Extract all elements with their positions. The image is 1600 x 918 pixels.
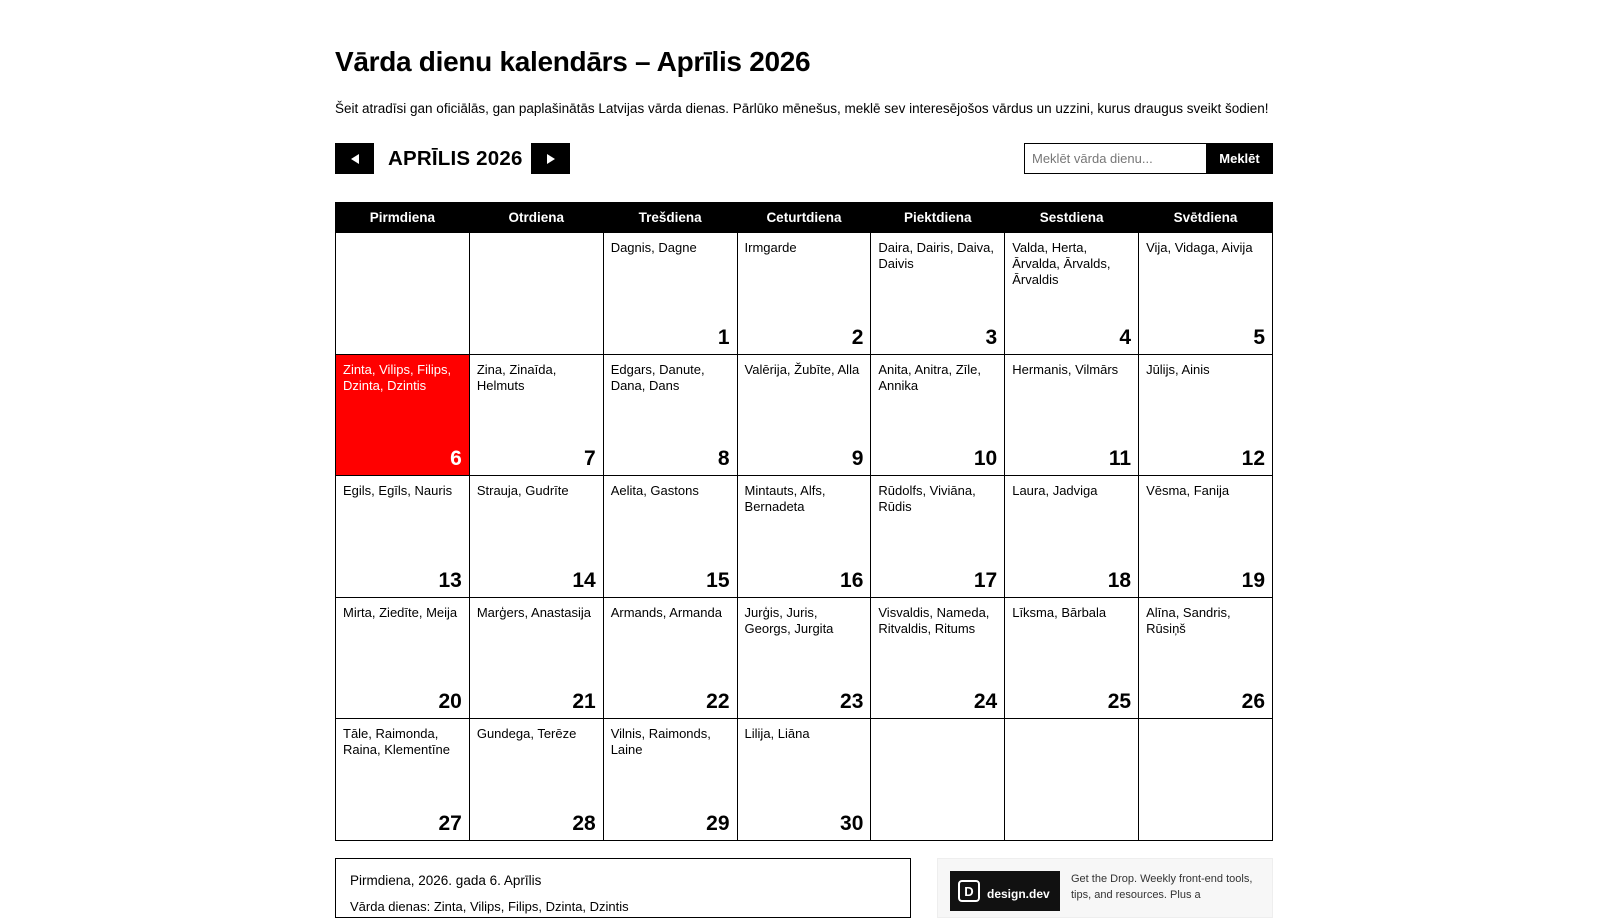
search-form (1024, 143, 1273, 174)
calendar-day-cell[interactable] (469, 476, 603, 598)
calendar-day-cell[interactable] (603, 476, 737, 598)
day-names: Līksma, Bārbala (1012, 604, 1107, 620)
next-month-button[interactable] (531, 143, 570, 174)
day-number: 8 (717, 447, 730, 470)
weekday-header: Pirmdiena (336, 203, 470, 233)
day-number: 6 (450, 447, 462, 470)
calendar-day-cell[interactable] (871, 233, 1005, 355)
month-label: APRĪLIS 2026 (388, 147, 523, 170)
calendar-empty-cell (1139, 719, 1273, 841)
day-names: Anita, Anitra, Zīle, Annika (878, 361, 981, 393)
calendar-day-cell[interactable] (871, 476, 1005, 598)
calendar-day-cell[interactable] (469, 354, 603, 476)
day-number: 15 (706, 568, 730, 592)
day-number: 2 (851, 325, 864, 349)
day-number: 11 (1108, 447, 1132, 470)
bottom-section (335, 858, 1273, 918)
day-number: 24 (973, 690, 998, 713)
day-number: 20 (438, 690, 462, 713)
day-number: 23 (840, 690, 864, 713)
calendar-day-cell[interactable] (603, 354, 737, 476)
weekday-header-row (336, 203, 1273, 233)
day-names: Irmgarde (744, 240, 797, 255)
day-number: 1 (717, 325, 730, 349)
day-names: Valda, Herta, Ārvalda, Ārvalds, Ārvaldis (1012, 240, 1111, 287)
calendar-week-row (336, 719, 1273, 841)
prev-month-button[interactable] (335, 143, 374, 174)
calendar-day-cell[interactable] (871, 354, 1005, 476)
day-number: 26 (1241, 690, 1265, 713)
calendar-empty-cell (336, 233, 470, 355)
calendar-week-row (336, 597, 1273, 719)
day-names: Mirta, Ziedīte, Meija (343, 604, 458, 620)
day-number: 5 (1253, 325, 1265, 349)
day-number: 3 (985, 325, 998, 349)
page (335, 44, 1273, 841)
day-names: Lilija, Liāna (744, 726, 810, 741)
selected-day-details (335, 858, 911, 918)
calendar-day-cell[interactable] (1139, 597, 1273, 719)
weekday-header: Trešdiena (603, 203, 737, 233)
day-number: 7 (584, 447, 596, 470)
ad-logo-text: design.dev (987, 887, 1050, 901)
day-names: Aelita, Gastons (610, 483, 699, 498)
day-number: 13 (438, 568, 462, 592)
calendar-day-cell[interactable] (737, 354, 871, 476)
day-names: Vēsma, Fanija (1146, 483, 1230, 498)
calendar-day-cell[interactable] (737, 719, 871, 841)
calendar-day-cell[interactable] (1005, 354, 1139, 476)
weekday-header: Sestdiena (1005, 203, 1139, 233)
triangle-right-icon (547, 154, 555, 164)
selected-day-names: Vārda dienas: Zinta, Vilips, Filips, Dzinta, Dzintis (350, 899, 629, 914)
weekday-header: Otrdiena (469, 203, 603, 233)
day-names: Hermanis, Vilmārs (1012, 361, 1119, 377)
selected-day-date: Pirmdiena, 2026. gada 6. Aprīlis (350, 873, 542, 888)
day-names: Daira, Dairis, Daiva, Daivis (878, 240, 994, 271)
weekday-header: Ceturtdiena (737, 203, 871, 233)
search-button[interactable]: Meklēt (1206, 143, 1273, 174)
day-names: Rūdolfs, Viviāna, Rūdis (878, 483, 976, 514)
day-names: Marģers, Anastasija (476, 604, 592, 620)
day-names: Strauja, Gudrīte (476, 483, 569, 498)
day-names: Jūlijs, Ainis (1146, 361, 1210, 377)
day-names: Mintauts, Alfs, Bernadeta (744, 483, 826, 514)
calendar-day-cell[interactable] (1005, 476, 1139, 598)
calendar-week-row (336, 354, 1273, 476)
calendar-day-cell[interactable] (1139, 233, 1273, 355)
calendar-day-cell[interactable] (336, 597, 470, 719)
day-number: 27 (438, 811, 462, 835)
day-names: Zina, Zinaīda, Helmuts (476, 361, 557, 393)
search-input[interactable] (1024, 143, 1206, 174)
page-title: Vārda dienu kalendārs – Aprīlis 2026 (335, 46, 811, 77)
day-names: Gundega, Terēze (476, 726, 577, 741)
calendar-day-cell[interactable] (603, 597, 737, 719)
month-navigation (335, 143, 1273, 175)
day-number: 25 (1107, 690, 1132, 713)
calendar-week-row (336, 476, 1273, 598)
day-number: 29 (706, 811, 730, 835)
calendar-day-cell[interactable] (871, 597, 1005, 719)
day-names: Vija, Vidaga, Aivija (1146, 240, 1253, 255)
triangle-left-icon (351, 154, 359, 164)
day-number: 19 (1241, 568, 1265, 592)
day-names: Laura, Jadviga (1012, 483, 1098, 498)
day-names: Vilnis, Raimonds, Laine (610, 726, 711, 757)
calendar-day-cell[interactable] (1139, 354, 1273, 476)
day-number: 18 (1107, 568, 1132, 592)
calendar-table (335, 202, 1273, 841)
weekday-header: Piektdiena (871, 203, 1005, 233)
day-names: Valērija, Žubīte, Alla (744, 361, 860, 377)
calendar-empty-cell (1005, 719, 1139, 841)
day-names: Tāle, Raimonda, Raina, Klementīne (343, 726, 450, 757)
day-names: Jurģis, Juris, Georgs, Jurgita (744, 604, 834, 636)
page-intro: Šeit atradīsi gan oficiālās, gan paplašinātās Latvijas vārda dienas. Pārlūko mēnešus, meklē sev interesējošos vārdus un uzzini, kurus draugus sveikt šodien! (335, 101, 1269, 116)
day-number: 17 (973, 568, 998, 592)
ad-logo (950, 871, 1060, 911)
calendar-body (336, 233, 1273, 841)
calendar-day-cell[interactable] (603, 233, 737, 355)
design-dev-logo-icon: D (958, 880, 980, 902)
calendar-empty-cell (871, 719, 1005, 841)
day-number: 12 (1241, 447, 1265, 470)
calendar-day-cell[interactable] (737, 597, 871, 719)
day-names: Zinta, Vilips, Filips, Dzinta, Dzintis (343, 361, 452, 393)
day-number: 22 (706, 690, 730, 713)
calendar-day-cell[interactable] (737, 233, 871, 355)
day-number: 4 (1119, 325, 1132, 349)
day-number: 9 (851, 447, 864, 470)
day-number: 16 (840, 568, 864, 592)
calendar-day-cell-today[interactable] (336, 354, 470, 476)
calendar-day-cell[interactable] (336, 476, 470, 598)
calendar-day-cell[interactable] (469, 719, 603, 841)
day-names: Alīna, Sandris, Rūsiņš (1146, 604, 1231, 636)
day-number: 28 (572, 811, 596, 835)
day-names: Visvaldis, Nameda, Ritvaldis, Ritums (878, 604, 990, 636)
calendar-day-cell[interactable] (1139, 476, 1273, 598)
calendar-day-cell[interactable] (737, 476, 871, 598)
day-number: 14 (572, 568, 596, 592)
ad-text: Get the Drop. Weekly front-end tools, tips, and resources. Plus a (1071, 873, 1253, 901)
day-names: Edgars, Danute, Dana, Dans (610, 361, 705, 393)
calendar-day-cell[interactable] (603, 719, 737, 841)
weekday-header: Svētdiena (1139, 203, 1273, 233)
calendar-day-cell[interactable] (1005, 597, 1139, 719)
day-number: 10 (973, 447, 998, 470)
calendar-week-row (336, 233, 1273, 355)
calendar-day-cell[interactable] (469, 597, 603, 719)
day-number: 21 (572, 690, 596, 713)
calendar-day-cell[interactable] (336, 719, 470, 841)
calendar-empty-cell (469, 233, 603, 355)
day-names: Egils, Egīls, Nauris (343, 483, 453, 498)
day-names: Armands, Armanda (610, 604, 722, 620)
day-names: Dagnis, Dagne (610, 240, 697, 255)
calendar-day-cell[interactable] (1005, 233, 1139, 355)
advertisement[interactable] (937, 858, 1273, 918)
day-number: 30 (840, 811, 864, 835)
